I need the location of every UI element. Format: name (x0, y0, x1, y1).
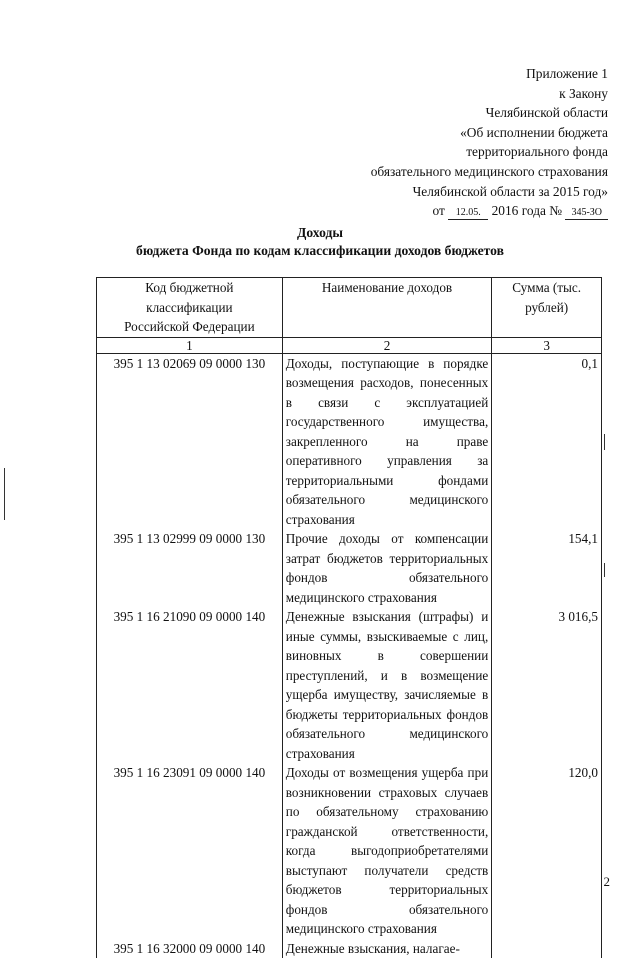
scan-artifact (604, 434, 605, 450)
table-row (97, 939, 602, 958)
income-amount (492, 939, 602, 958)
budget-code: 395 1 13 02069 09 0000 130 (97, 353, 283, 529)
income-name: Прочие доходы от компенсации затрат бюджетов территориальных фондов обязательного медицинского страхования (282, 529, 491, 607)
budget-code: 395 1 13 02999 09 0000 130 (97, 529, 283, 607)
column-number: 1 (97, 337, 283, 353)
scan-artifact (4, 468, 5, 520)
income-amount: 3 016,5 (492, 607, 602, 763)
budget-code: 395 1 16 23091 09 0000 140 (97, 763, 283, 939)
document-title (0, 224, 640, 260)
income-amount: 154,1 (492, 529, 602, 607)
income-amount: 0,1 (492, 353, 602, 529)
income-name: Денежные взыскания, налагае- (282, 939, 491, 958)
scan-artifact (604, 563, 605, 577)
budget-code: 395 1 16 21090 09 0000 140 (97, 607, 283, 763)
date-value: 12.05. (448, 207, 488, 220)
table-row (97, 607, 602, 763)
law-number: 345-ЗО (565, 207, 608, 220)
appendix-line: Челябинской области за 2015 год» (308, 182, 608, 202)
appendix-line: «Об исполнении бюджета (308, 123, 608, 143)
income-table (96, 277, 602, 958)
appendix-line: территориального фонда (308, 142, 608, 162)
column-number: 2 (282, 337, 491, 353)
title-line-2: бюджета Фонда по кодам классификации доходов бюджетов (0, 242, 640, 260)
appendix-line: Челябинской области (308, 103, 608, 123)
header-name: Наименование доходов (282, 278, 491, 338)
appendix-line: Приложение 1 (308, 64, 608, 84)
table-row (97, 529, 602, 607)
column-number: 3 (492, 337, 602, 353)
appendix-date-line (308, 201, 608, 221)
table-row (97, 353, 602, 529)
budget-code: 395 1 16 32000 09 0000 140 (97, 939, 283, 958)
date-prefix: от (433, 203, 445, 218)
table-row (97, 763, 602, 939)
income-name: Доходы от возмещения ущерба при возникновении страховых случаев по обязательному страхованию гражданской ответственности, когда выгодоприобретателями выступают получатели средств бюджетов территориальных фондов обязательного медицинского страхования (282, 763, 491, 939)
page-number: 2 (604, 874, 611, 890)
header-code: Код бюджетной классификации Российской Федерации (97, 278, 283, 338)
income-name: Доходы, поступающие в порядке возмещения расходов, понесенных в связи с эксплуатацией государственного имущества, закрепленного на праве оперативного управления за территориальными фондами обязательного медицинского страхования (282, 353, 491, 529)
table-header-row (97, 278, 602, 338)
income-name: Денежные взыскания (штрафы) и иные суммы, взыскиваемые с лиц, виновных в совершении преступлений, и в возмещение ущерба имуществу, зачисляемые в бюджеты территориальных фондов обязательного медицинского страхования (282, 607, 491, 763)
income-amount: 120,0 (492, 763, 602, 939)
appendix-block (308, 64, 608, 221)
year-text: 2016 года № (492, 203, 562, 218)
appendix-line: обязательного медицинского страхования (308, 162, 608, 182)
header-amount: Сумма (тыс. рублей) (492, 278, 602, 338)
appendix-line: к Закону (308, 84, 608, 104)
title-line-1: Доходы (0, 224, 640, 242)
column-number-row (97, 337, 602, 353)
